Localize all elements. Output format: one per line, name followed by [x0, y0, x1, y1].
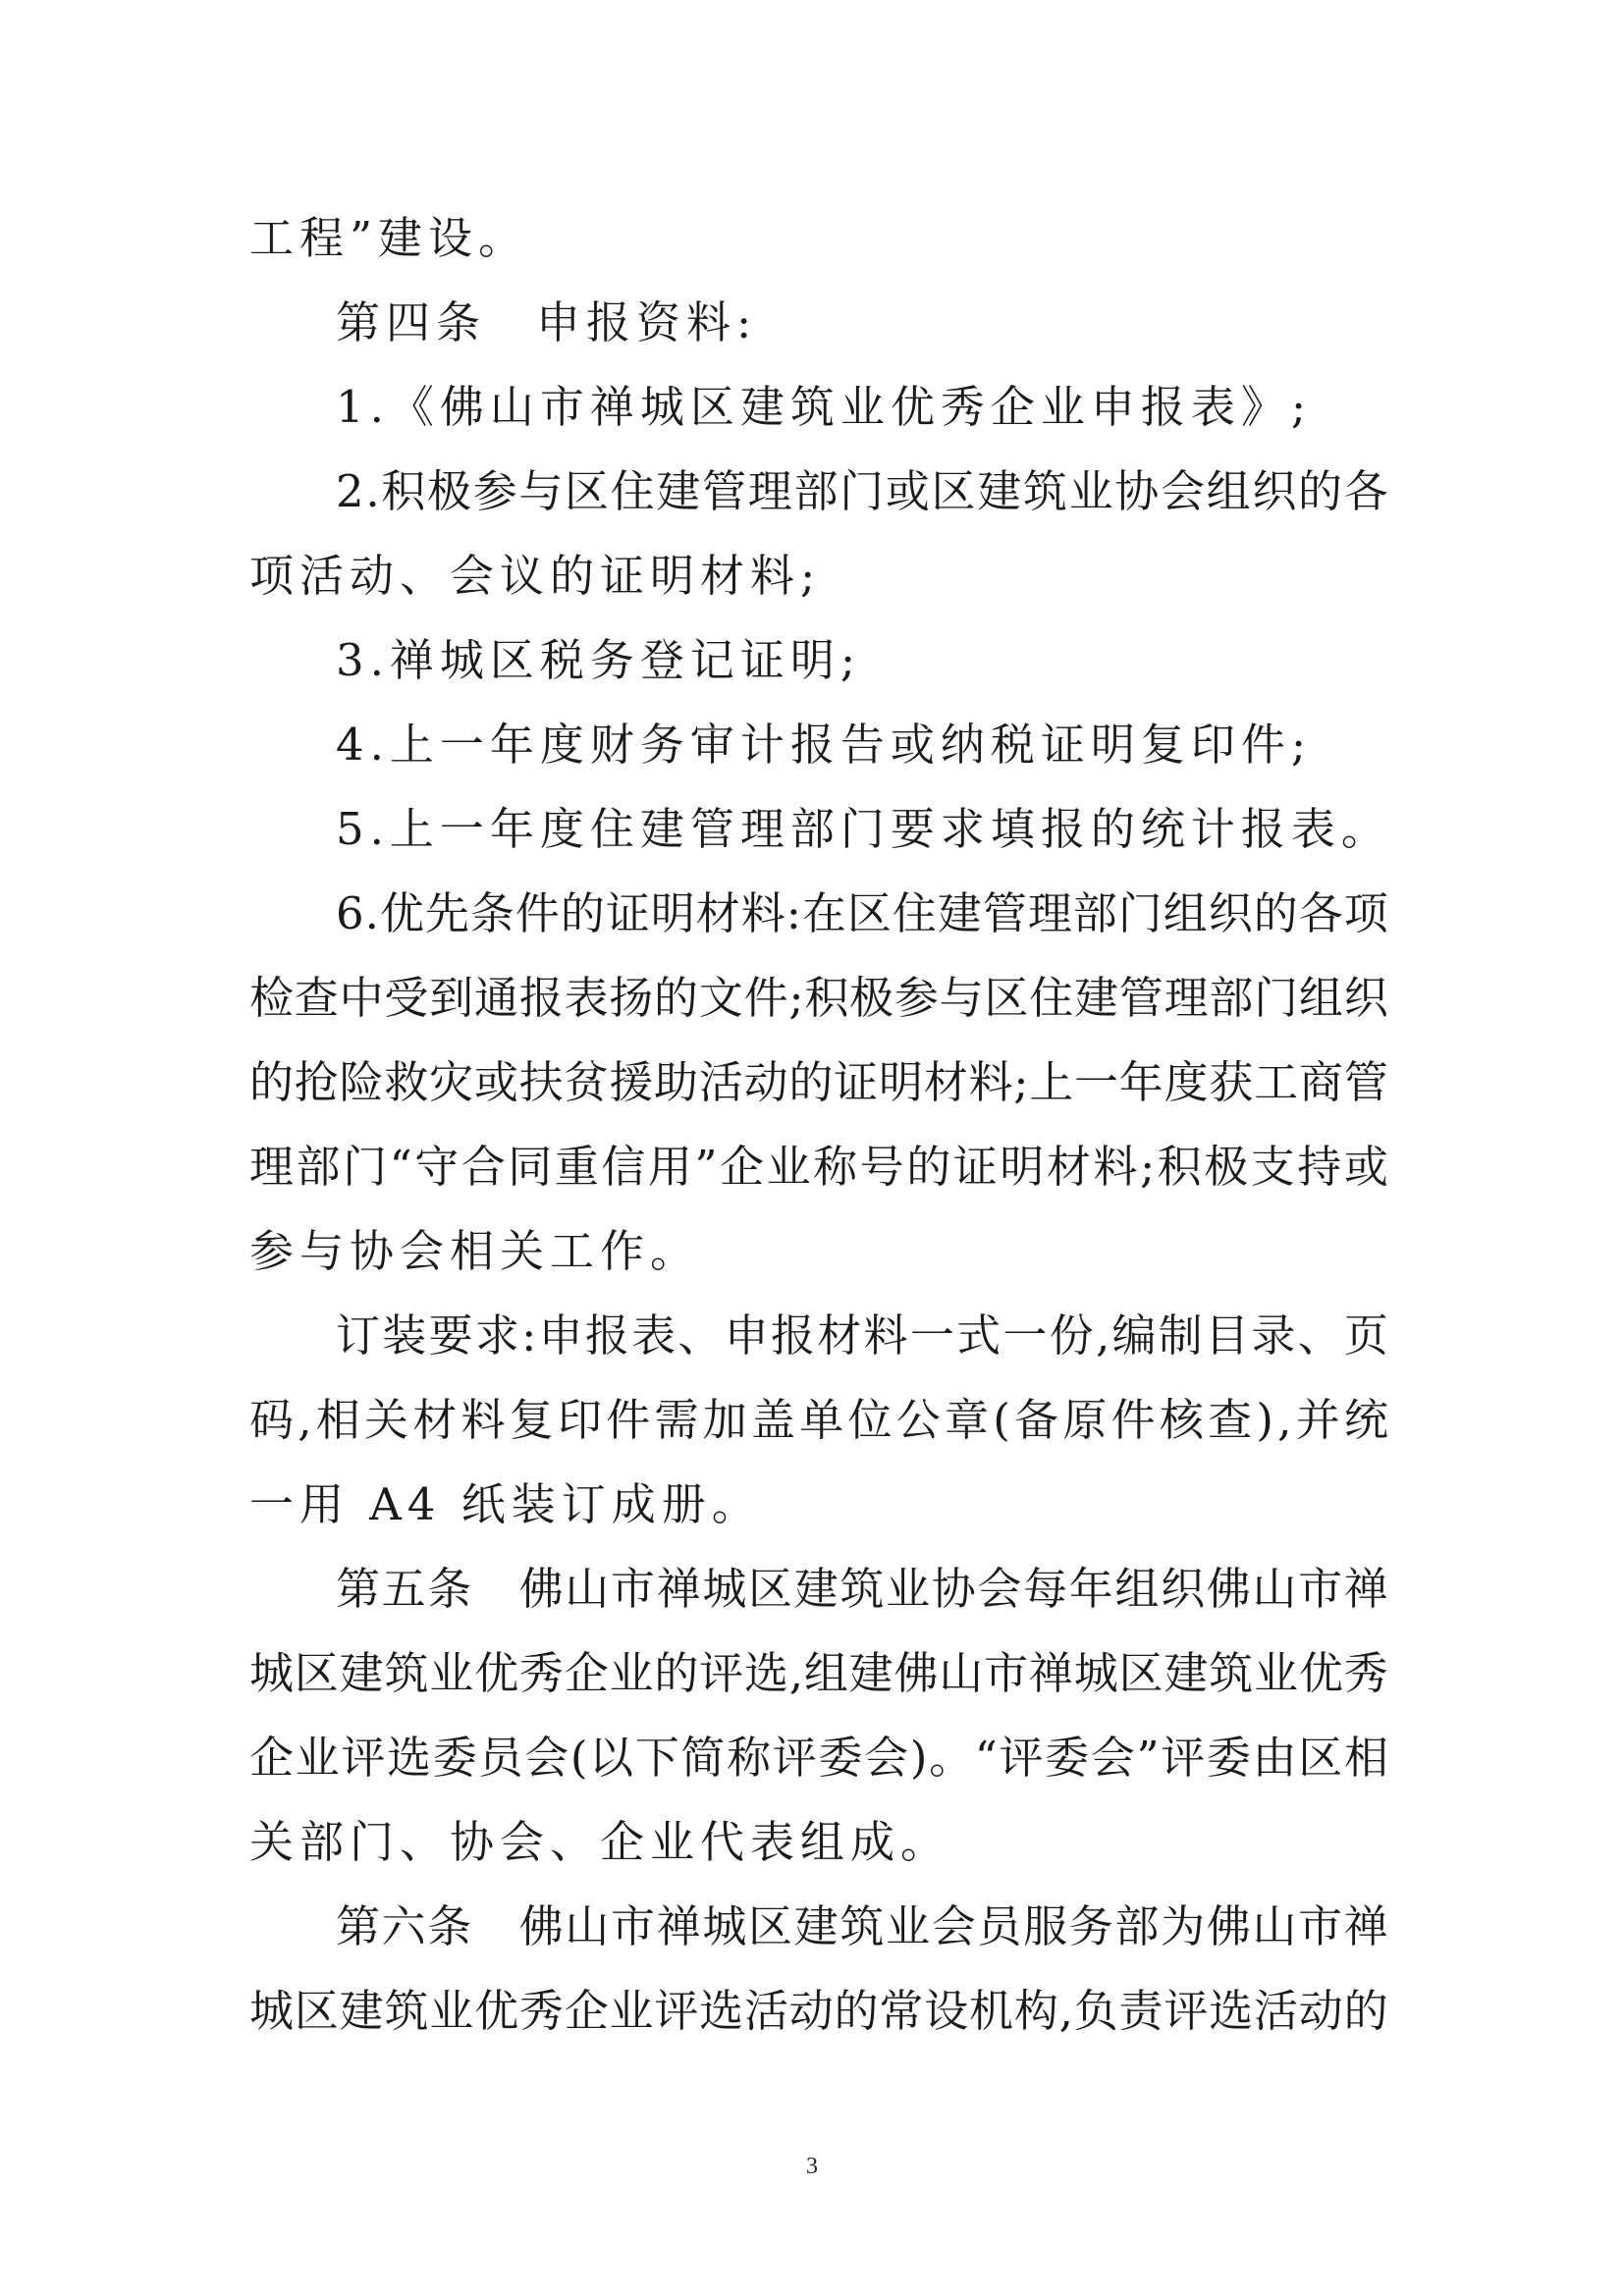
- text-line: 第 六 条 佛 山 市 禅 城 区 建 筑 业 会 员 服 务 部 为 佛 山 市 禅: [336, 1900, 1388, 1952]
- text-line: 参与协会相关工作。: [249, 1225, 701, 1277]
- text-line: 2 . 积 极 参 与 区 住 建 管 理 部 门 或 区 建 筑 业 协 会 组 织 的 各: [336, 465, 1388, 517]
- text-line: 检 查 中 受 到 通 报 表 扬 的 文 件 ; 积 极 参 与 区 住 建 管 理 部 门 组 织: [249, 972, 1388, 1024]
- page-number: 3: [806, 2154, 818, 2179]
- text-line: 3.禅城区税务登记证明;: [336, 634, 862, 686]
- text-line: 项活动、会议的证明材料;: [249, 550, 822, 602]
- text-line: 订 装 要 求 : 申 报 表 、 申 报 材 料 一 式 一 份 , 编 制 目 录 、 页: [336, 1309, 1388, 1362]
- text-line: 5.上一年度住建管理部门要求填报的统计报表。: [336, 803, 1391, 855]
- text-line: 关部门、协会、企业代表组成。: [249, 1816, 951, 1868]
- text-line: 6 . 优 先 条 件 的 证 明 材 料 : 在 区 住 建 管 理 部 门 组 织 的 各 项: [336, 887, 1388, 939]
- text-line: 企 业 评 选 委 员 会 ( 以 下 简 称 评 委 会 ) 。 “ 评 委 会 ” 评 委 由 区 相: [249, 1732, 1388, 1784]
- text-line: 工程”建设。: [249, 212, 529, 264]
- text-line: 一用 A4 纸装订成册。: [249, 1478, 762, 1530]
- body-text: [249, 196, 1391, 2054]
- text-line: 4.上一年度财务审计报告或纳税证明复印件;: [336, 719, 1313, 771]
- text-line: 的 抢 险 救 灾 或 扶 贫 援 助 活 动 的 证 明 材 料 ; 上 一 年 度 获 工 商 管: [249, 1056, 1388, 1108]
- text-line: 理 部 门 “ 守 合 同 重 信 用 ” 企 业 称 号 的 证 明 材 料 ; 积 极 支 持 或: [249, 1141, 1388, 1193]
- text-line: 码 , 相 关 材 料 复 印 件 需 加 盖 单 位 公 章 ( 备 原 件 核 查 ) , 并 统: [249, 1394, 1388, 1446]
- text-line: 1.《佛山市禅城区建筑业优秀企业申报表》;: [336, 381, 1313, 433]
- text-line: 城 区 建 筑 业 优 秀 企 业 的 评 选 , 组 建 佛 山 市 禅 城 区 建 筑 业 优 秀: [249, 1647, 1388, 1699]
- text-line: 第四条 申报资料:: [336, 296, 758, 348]
- text-line: 城 区 建 筑 业 优 秀 企 业 评 选 活 动 的 常 设 机 构 , 负 责 评 选 活 动 的: [249, 1985, 1388, 2037]
- text-line: 第 五 条 佛 山 市 禅 城 区 建 筑 业 协 会 每 年 组 织 佛 山 市 禅: [336, 1563, 1388, 1615]
